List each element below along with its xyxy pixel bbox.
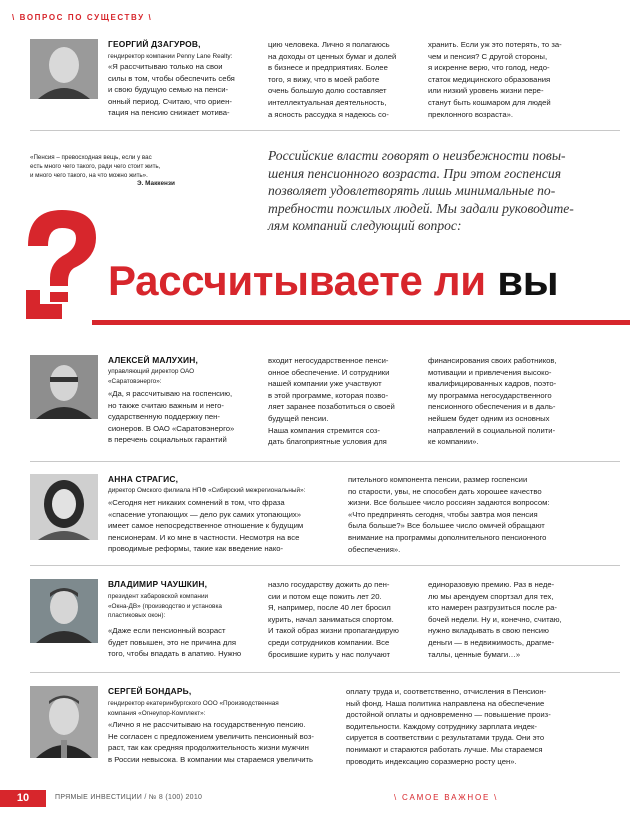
expert-text-col3: единоразовую премию. Раз в неде- лю мы арендуем спортзал для тех, кто намерен разгрузиться после ра- бочей недели. Ну и, конечно, считаю, нужно вкладывать в свою пенсию деньги — в недвижимость, драгме- таллы, ценные бумаги…» <box>428 580 562 659</box>
expert-photo-dzagurov <box>30 39 98 99</box>
headline-rule <box>92 320 630 325</box>
section-label: \ ВОПРОС ПО СУЩЕСТВУ \ <box>12 13 153 22</box>
expert-text-col2: цию человека. Лично я полагаюсь на доходы от ценных бумаг и долей в бизнесе и предприятиях. Более того, я вижу, что в моей работе очень большую долю составляет интеллектуальная деятельность, а ясность рассудка я надеюсь со- <box>268 40 397 119</box>
expert-photo-malukhin <box>30 355 98 419</box>
expert-name: ВЛАДИМИР ЧАУШКИН, <box>108 579 208 589</box>
expert-name: АЛЕКСЕЙ МАЛУХИН, <box>108 355 198 365</box>
expert-text-col1: «Даже если пенсионный возраст будет повышен, это не причина для того, чтобы впадать в апатию. Нужно <box>108 626 242 659</box>
expert-text-col3: финансирования своих работников, мотивации и привлечения высоко- квалифицированных кадров, поэто- му программа негосударственного пенсионного обеспечения и в даль- нейшем будет одним из основных направлений в социальной полити- ке компании». <box>428 356 557 447</box>
expert-name: СЕРГЕЙ БОНДАРЬ, <box>108 686 192 696</box>
expert-text-col2: пительного компонента пенсии, размер госпенсии по старости, увы, не способен дать хорошее качество жизни. Все большее число россиян задаются вопросом: «Что предпринять сегодня, чтобы завтра моя пенсия была больше?» Все большее число омичей обращают внимание на программы дополнительного пенсионного обеспечения». <box>348 475 550 554</box>
expert-role: директор Омского филиала НПФ «Сибирский межрегиональный»: <box>108 487 306 494</box>
epigraph-quote: «Пенсия – превосходная вещь, если у вас есть много чего такого, ради чего стоит жить, и много чего такого, на что можно жить». <box>30 154 161 179</box>
expert-role: гендиректор екатеринбургского ООО «Производственная компания «Огнеупор-Комплект»: <box>108 700 279 717</box>
lead-paragraph: Российские власти говорят о неизбежности повы- шения пенсионного возраста. При этом госпенсия позволяет удовлетворять лишь минимальные по- требности пожилых людей. Мы задали руководите- лям компаний следующий вопрос: <box>268 148 574 234</box>
expert-text-col1: «Да, я рассчитываю на госпенсию, но также считаю важным и него- сударственную поддержку пен- сионеров. В ОАО «Саратовэнерго» в перечень социальных гарантий <box>108 389 235 445</box>
expert-role: президент хабаровской компании «Окна-ДВ» (производство и установка пластиковых окон): <box>108 593 222 619</box>
expert-role: гендиректор компании Penny Lane Realty: <box>108 53 233 60</box>
expert-text-col3: хранить. Если уж это потерять, то за- чем и пенсия? С другой стороны, я искренне верю, что голод, недо- статок медицинского образования или низкий уровень жизни пере- станут быть кошмаром для людей преклонного возраста». <box>428 40 562 119</box>
expert-role: управляющий директор ОАО «Саратовэнерго»: <box>108 368 195 385</box>
headline-dark: вы <box>497 257 559 304</box>
question-mark-icon <box>22 206 102 321</box>
expert-text-col1: «Лично я не рассчитываю на государственную пенсию. Не согласен с предложением увеличить пенсионный воз- раст, так как средняя продолжительность жизни мужчин в России невысока. В компании мы стараемся увеличить <box>108 720 314 764</box>
page-number: 10 <box>0 790 46 807</box>
expert-text-col2: оплату труда и, соответственно, отчисления в Пенсион- ный фонд. Наша политика направлена на обеспечение достойной оплаты и одновременно — повышение произ- водительности. Каждому сотруднику зарплата индек- сируется в соответствии с результатами труда. Они это понимают и стараются работать лучше. Мы стараемся проводить индексацию соразмерно росту цен». <box>346 687 551 766</box>
magazine-issue: ПРЯМЫЕ ИНВЕСТИЦИИ / № 8 (100) 2010 <box>55 794 203 801</box>
footer-section-label: \ САМОЕ ВАЖНОЕ \ <box>394 793 499 802</box>
expert-photo-chaushkin <box>30 579 98 643</box>
epigraph-author: Э. Маккензи <box>137 180 175 187</box>
divider <box>30 565 620 566</box>
expert-text-col2: назло государству дожить до пен- сии и потом еще пожить лет 20. Я, например, после 40 лет бросил курить, начал заниматься спортом. И такой образ жизни пропагандирую среди сотрудников компании. Все бросившие курить у нас получают <box>268 580 399 659</box>
divider <box>30 672 620 673</box>
headline <box>108 257 558 305</box>
divider <box>30 461 620 462</box>
expert-text-col1: «Я рассчитываю только на свои силы в том, чтобы обеспечить себя и свою будущую семью на пенси- онный период. Считаю, что ориен- тация на пенсию снижает мотива- <box>108 62 235 118</box>
expert-text-col2: входит негосударственное пенси- онное обеспечение. И сотрудники нашей компании уже участвуют в этой программе, которая позво- ляет заранее позаботиться о своей будущей пенсии. Наша компания стремится соз- дать благоприятные условия для <box>268 356 395 447</box>
expert-name: АННА СТРАГИС, <box>108 474 179 484</box>
divider <box>30 130 620 131</box>
expert-text-col1: «Сегодня нет никаких сомнений в том, что фраза «спасение утопающих — дело рук самих утопающих» имеет самое непосредственное отношение к будущим пенсионерам. И ко мне в частности. Несмотря на все проводимые реформы, такие как введение нако- <box>108 498 304 554</box>
headline-red: Рассчитываете ли <box>108 257 486 304</box>
expert-name: ГЕОРГИЙ ДЗАГУРОВ, <box>108 39 201 49</box>
expert-photo-stragis <box>30 474 98 540</box>
expert-photo-bondar <box>30 686 98 758</box>
